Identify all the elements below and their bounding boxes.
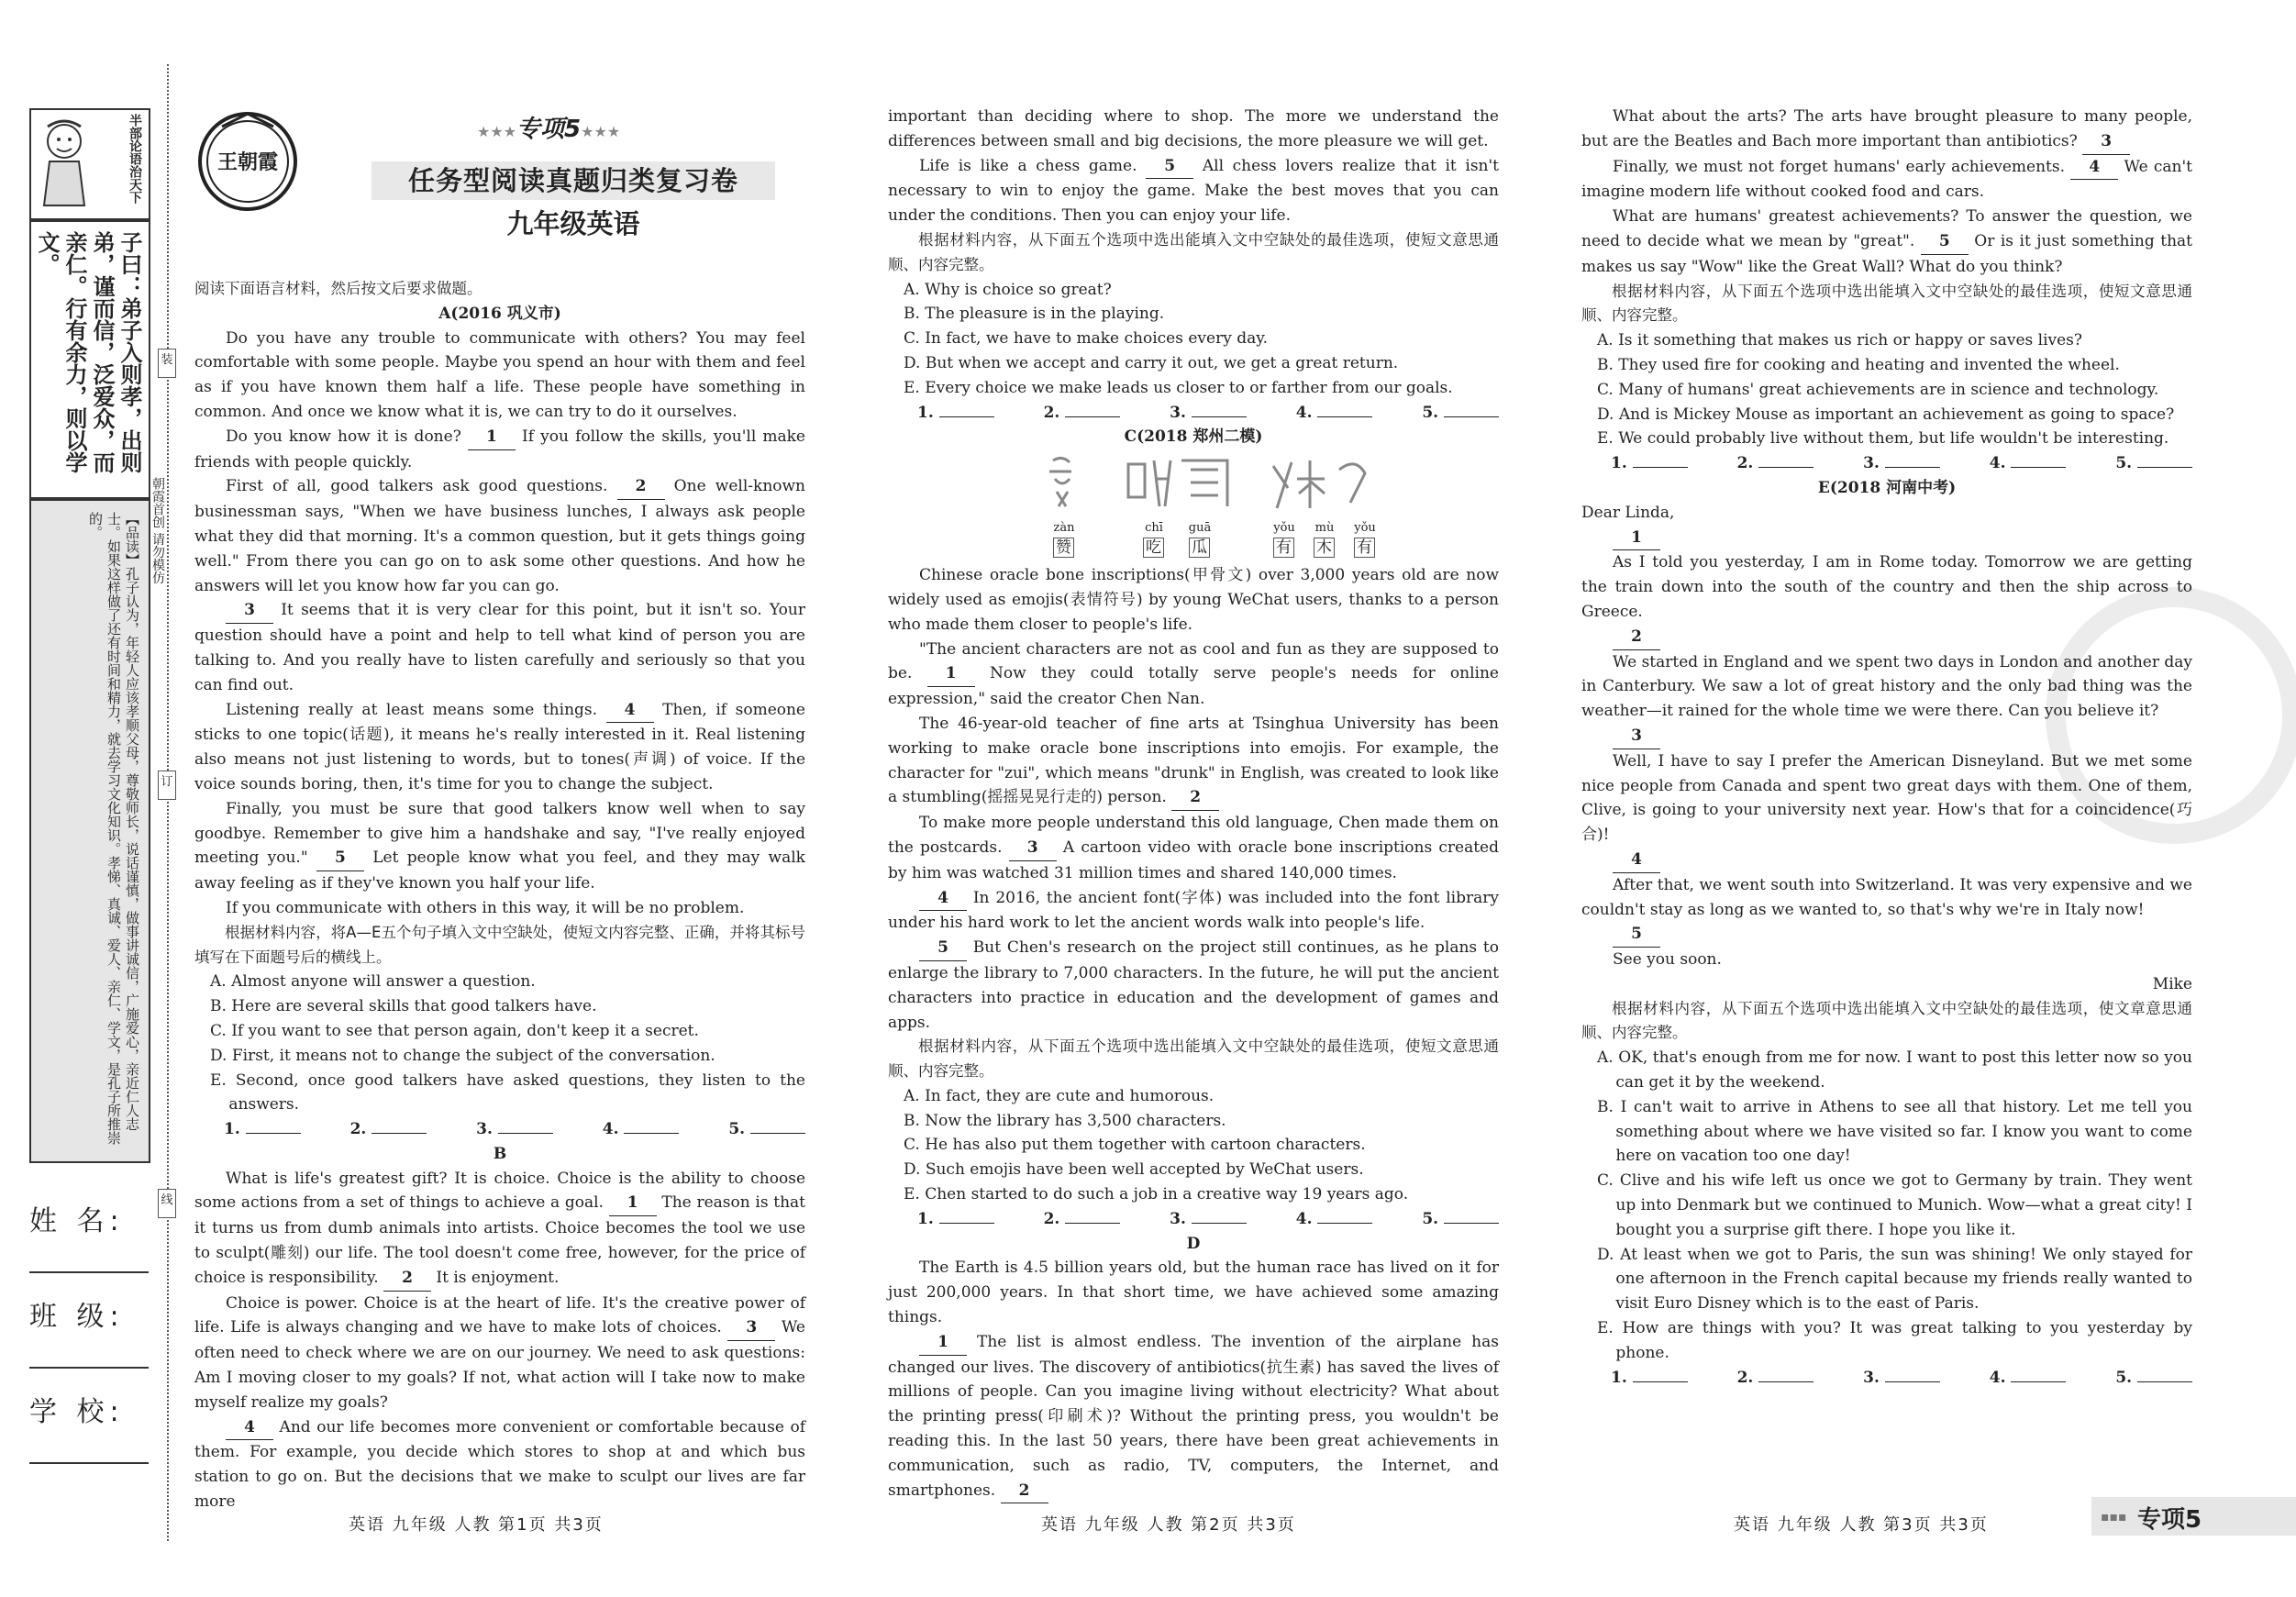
blank-c3[interactable]: 3 — [1009, 836, 1057, 861]
passage-e-title: E(2018 河南中考) — [1817, 478, 1957, 497]
page-footer-1: 英语 九年级 人教 第1页 共3页 — [349, 1515, 604, 1535]
answer-slot[interactable]: 2. — [350, 1117, 427, 1142]
answer-row-d — [1581, 451, 2192, 476]
logo — [194, 108, 301, 215]
blank-b4[interactable]: 4 — [226, 1415, 273, 1441]
answer-slot[interactable]: 5. — [728, 1117, 805, 1142]
blank-a5[interactable]: 5 — [316, 846, 364, 871]
paragraph: 3 It seems that it is very clear for this point, but it isn't so. Your question should have a point and help to tell what kind of person you are talking to. And you really have to listen carefully and seriously so that you can find out. — [194, 598, 805, 697]
blank-c4[interactable]: 4 — [919, 886, 967, 912]
paragraph: 4 And our life becomes more convenient or comfortable because of them. For example, you decide which stores to shop at and which bus station to go on. But the decisions that we make to sculpt our lives are far more — [194, 1415, 805, 1514]
blank-e3[interactable]: 3 — [1613, 724, 1660, 749]
answer-slot[interactable]: 5. — [2115, 451, 2192, 476]
paragraph: Chinese oracle bone inscriptions(甲骨文) over 3,000 years old are now widely used as emojis(表情符号) by young WeChat users, thanks to a person who made them closer to people's life. — [888, 566, 1499, 634]
class-label: 班 级: — [29, 1301, 125, 1333]
paragraph: Finally, we must not forget humans' early achievements. 4 We can't imagine modern life without cooked food and cars. — [1581, 155, 2192, 205]
paragraph: 1 The list is almost endless. The invention of the airplane has changed our lives. The discovery of antibiotics(抗生素) has saved the lives of millions of people. Can you imagine living without electricity? What about the printing press(印刷术)? Without the printing press, you wouldn't be reading this. In the last 50 years, there have been great achievements in communication, such as radio, TV, computers, the Internet, and smartphones. 2 — [888, 1330, 1499, 1504]
blank-b1[interactable]: 1 — [609, 1191, 657, 1216]
answer-slot[interactable]: 4. — [603, 1117, 680, 1142]
option-a: A. OK, that's enough from me for now. I want to post this letter now so you can get it by the weekend. — [1597, 1048, 2192, 1092]
answer-slot[interactable]: 3. — [1170, 401, 1247, 426]
blank-a1[interactable]: 1 — [468, 425, 516, 450]
char-you-2: 有 — [1354, 538, 1375, 558]
paragraph: Do you know how it is done? 1 If you follow the skills, you'll make friends with people quickly. — [194, 425, 805, 475]
answer-row-e — [1581, 1366, 2192, 1391]
blank-e1[interactable]: 1 — [1613, 526, 1660, 551]
answer-slot[interactable]: 4. — [1296, 401, 1373, 426]
pinyin-chi: chī — [1145, 521, 1163, 536]
blank-line — [1581, 625, 2192, 650]
answer-slot[interactable]: 4. — [1296, 1207, 1373, 1232]
answer-row-a — [194, 1117, 805, 1142]
paragraph: First of all, good talkers ask good questions. 2 One well-known businessman says, "When we have business lunches, I always ask people what they did that morning. It's a common question, but it gets things going well." From there you can go on to ask some other questions. And how he answers will let you know how far you can go. — [194, 474, 805, 598]
answer-slot[interactable]: 1. — [1611, 1366, 1688, 1391]
quote-box — [29, 220, 150, 499]
option-d: D. At least when we got to Paris, the sun was shining! We only stayed for one afternoon in the French capital because my friends really wanted to visit Euro Disney which is to the east of Paris. — [1597, 1245, 2192, 1314]
passage-a-title: A(2016 巩义市) — [438, 304, 561, 323]
answer-slot[interactable]: 5. — [2115, 1366, 2192, 1391]
binding-line — [167, 64, 169, 1541]
char-you: 有 — [1273, 538, 1294, 558]
passage-c-title: C(2018 郑州二模) — [1124, 427, 1263, 447]
answer-slot[interactable]: 3. — [1863, 1366, 1940, 1391]
page-subtitle: 九年级英语 — [506, 208, 640, 239]
option-d: D. First, it means not to change the subject of the conversation. — [210, 1046, 715, 1065]
paragraph: Listening really at least means some things. 4 Then, if someone sticks to one topic(话题), it means he's really interested in it. Real listening also means not just listening to words, but to tones(声调) of voice. If the voice sounds boring, then, it's time for you to change the subject. — [194, 698, 805, 797]
comment-text: 【品读】孔子认为，年轻人应该孝顺父母，尊敬师长，说话谨慎，做事讲诚信，广施爱心，亲近仁人志士。如果这样做了还有时间和精力，就去学习文化知识。孝悌、真诚、爱人、亲仁、学文，是孔子所推崇的。 — [87, 512, 140, 1145]
class-line[interactable] — [29, 1367, 149, 1369]
blank-a2[interactable]: 2 — [617, 474, 665, 500]
blank-c1[interactable]: 1 — [927, 661, 975, 687]
pinyin-you-2: yǒu — [1354, 521, 1376, 536]
pinyin-gua: guā — [1188, 521, 1212, 536]
answer-row-b — [888, 401, 1499, 426]
option-e: E. Second, once good talkers have asked questions, they listen to the answers. — [210, 1070, 805, 1115]
paragraph: We started in England and we spent two days in London and another day in Canterbury. We saw a lot of great history and the only bad thing was the weather—it rained for the whole time we were there. Can you believe it? — [1581, 652, 2192, 721]
left-sidebar — [29, 108, 150, 1466]
page-footer-3: 英语 九年级 人教 第3页 共3页 — [1734, 1515, 1989, 1535]
answer-slot[interactable]: 4. — [1990, 451, 2067, 476]
paragraph: Well, I have to say I prefer the American Disneyland. But we met some nice people from Canada and spent two great days with them. One of them, Clive, is going to your university next year. How's that for a coincidence(巧合)! — [1581, 751, 2192, 845]
blank-line — [1581, 526, 2192, 551]
comment-box — [29, 499, 150, 1163]
motto-box — [29, 108, 150, 220]
confucius-quote: 子曰：弟子入则孝，出则弟，谨而信，泛爱众，而亲仁。行有余力，则以学文。 — [34, 231, 142, 473]
answer-slot[interactable]: 3. — [1863, 451, 1940, 476]
task-a: 根据材料内容，将A—E五个句子填入文中空缺处，使短文内容完整、正确，并将其标号填写在下面题号后的横线上。 — [194, 923, 805, 966]
paragraph: The 46-year-old teacher of fine arts at Tsinghua University has been working to make oracle bone inscriptions into emojis. For example, the character for "zui", which means "drunk" in English, was created to look like a stumbling(摇摇晃晃行走的) person. 2 — [888, 712, 1499, 811]
option-c: C. Many of humans' great achievements are in science and technology. — [1597, 380, 2159, 399]
paragraph: important than deciding where to shop. The more we understand the differences between small and big decisions, the more pleasure we will get. — [888, 107, 1499, 150]
task-c: 根据材料内容，从下面五个选项中选出能填入文中空缺处的最佳选项，使短文意思通顺、内容完整。 — [888, 1037, 1499, 1081]
blank-a3[interactable]: 3 — [226, 598, 273, 624]
pinyin-you: yǒu — [1273, 521, 1295, 536]
blank-e2[interactable]: 2 — [1613, 625, 1660, 650]
answer-slot[interactable]: 4. — [1990, 1366, 2067, 1391]
option-d: D. But when we accept and carry it out, we get a great return. — [904, 353, 1399, 372]
instruction: 阅读下面语言材料，然后按文后要求做题。 — [194, 280, 482, 297]
corner-squares-icon: ▪▪▪ — [2101, 1510, 2127, 1525]
column-3 — [1581, 105, 2192, 1390]
blank-d3[interactable]: 3 — [2082, 129, 2130, 155]
pinyin-zan: zàn — [1053, 521, 1075, 536]
paragraph: What about the arts? The arts have brought pleasure to many people, but are the Beatles and Bach more important than antibiotics? 3 — [1581, 105, 2192, 155]
option-b: B. I can't wait to arrive in Athens to see all that history. Let me tell you something about where we have visited so far. I know you want to come here on vacation too one day! — [1597, 1097, 2192, 1166]
option-b: B. They used fire for cooking and heating and invented the wheel. — [1597, 355, 2120, 374]
blank-b2[interactable]: 2 — [383, 1266, 431, 1292]
answer-slot[interactable]: 3. — [1170, 1207, 1247, 1232]
option-a: A. Why is choice so great? — [904, 280, 1112, 299]
task-e: 根据材料内容，从下面五个选项中选出能填入文中空缺处的最佳选项，使文章意思通顺、内容完整。 — [1581, 999, 2192, 1042]
char-mu: 木 — [1314, 538, 1335, 558]
column-1 — [194, 277, 805, 1514]
school-label: 学 校: — [29, 1396, 125, 1428]
option-e: E. Every choice we make leads us closer to or farther from our goals. — [904, 378, 1453, 397]
answer-slot[interactable]: 2. — [1044, 1207, 1121, 1232]
option-a: A. Is it something that makes us rich or happy or saves lives? — [1597, 331, 2083, 350]
blank-e5[interactable]: 5 — [1613, 922, 1660, 948]
seal-mark-3: 线 — [158, 1189, 176, 1218]
paragraph: As I told you yesterday, I am in Rome today. Tomorrow we are getting the train down into the south of the country and then the ship across to Greece. — [1581, 553, 2192, 621]
option-a: A. Almost anyone will answer a question. — [210, 972, 536, 992]
paragraph: The Earth is 4.5 billion years old, but the human race has lived on it for just 200,000 years. In that short time, we have achieved some amazing things. — [888, 1259, 1499, 1327]
letter-signature: Mike — [2152, 974, 2192, 993]
answer-slot[interactable]: 5. — [1422, 1207, 1499, 1232]
blank-line — [1581, 724, 2192, 749]
option-b: B. The pleasure is in the playing. — [904, 305, 1165, 324]
blank-c5[interactable]: 5 — [919, 936, 967, 961]
edge-note: 朝霞首创 请勿模仿 — [150, 477, 165, 584]
paragraph: To make more people understand this old language, Chen made them on the postcards. 3 A cartoon video with oracle bone inscriptions created by him was watched 31 million times and shared 140,000 times. — [888, 814, 1499, 882]
char-zan: 赞 — [1053, 538, 1074, 558]
name-line[interactable] — [29, 1271, 149, 1273]
option-b: B. Now the library has 3,500 characters. — [904, 1111, 1226, 1130]
option-c: C. In fact, we have to make choices every day. — [904, 329, 1269, 349]
task-b: 根据材料内容，从下面五个选项中选出能填入文中空缺处的最佳选项，使短文意思通顺、内容完整。 — [888, 230, 1499, 273]
corner-label: ▪▪▪ 专项5 — [2091, 1497, 2296, 1536]
passage-b-title: B — [493, 1144, 507, 1163]
oracle-emoji-figure — [888, 449, 1499, 563]
paragraph: Life is like a chess game. 5 All chess lovers realize that it isn't necessary to win to enjoy the game. Make the best moves that you can under the conditions. Then you can enjoy your life. — [888, 154, 1499, 228]
answer-slot[interactable]: 1. — [1611, 451, 1688, 476]
option-c: C. If you want to see that person again, don't keep it a secret. — [210, 1021, 699, 1040]
page-title: 任务型阅读真题归类复习卷 — [372, 161, 775, 200]
char-chi: 吃 — [1143, 538, 1164, 558]
name-label: 姓 名: — [29, 1205, 125, 1237]
answer-slot[interactable]: 2. — [1737, 451, 1814, 476]
blank-b5[interactable]: 5 — [1146, 154, 1193, 180]
oracle-glyphs — [888, 451, 1499, 517]
paragraph: What are humans' greatest achievements? To answer the question, we need to decide what we mean by "great". 5 Or is it just something that makes us say "Wow" like the Great Wall? What do you think? — [1581, 207, 2192, 276]
blank-a4[interactable]: 4 — [606, 698, 654, 724]
answer-slot[interactable]: 1. — [917, 401, 994, 426]
confucius-figure — [37, 117, 95, 209]
seal-mark-2: 订 — [158, 771, 176, 800]
paragraph: Do you have any trouble to communicate with others? You may feel comfortable with some people. Maybe you spend an hour with them and feel as if you have known them half a life. These people have something in common. And once we know what it is, we can try to do it ourselves. — [194, 328, 805, 421]
option-c: C. He has also put them together with cartoon characters. — [904, 1136, 1366, 1155]
special-label: ★★★专项5★★★ — [477, 116, 621, 143]
answer-slot[interactable]: 3. — [476, 1117, 553, 1142]
paragraph: "The ancient characters are not as cool and fun as they are supposed to be. 1 Now they could totally serve people's needs for online expression," said the creator Chen Nan. — [888, 639, 1499, 709]
paragraph: See you soon. — [1613, 950, 1722, 970]
option-e: E. Chen started to do such a job in a creative way 19 years ago. — [904, 1185, 1409, 1204]
blank-d4[interactable]: 4 — [2070, 155, 2118, 181]
answer-slot[interactable]: 1. — [917, 1207, 994, 1232]
paragraph: 4 In 2016, the ancient font(字体) was included into the font library under his hard work to let the ancient words walk into people's life. — [888, 886, 1499, 937]
answer-slot[interactable]: 5. — [1422, 401, 1499, 426]
paragraph: Choice is power. Choice is at the heart of life. It's the creative power of life. Life is always changing and we have to make lots of choices. 3 We often need to check where we are on our journey. We need to ask questions: Am I moving closer to my goals? If not, what action will I take now to make myself realize my goals? — [194, 1293, 805, 1412]
paragraph: After that, we went south into Switzerland. It was very expensive and we couldn't stay as long as we wanted to, so that's why we're in Italy now! — [1581, 875, 2192, 919]
blank-c2[interactable]: 2 — [1171, 785, 1219, 811]
page-footer-2: 英语 九年级 人教 第2页 共3页 — [1041, 1515, 1296, 1535]
option-d: D. And is Mickey Mouse as important an achievement as going to space? — [1597, 405, 2175, 424]
option-e: E. We could probably live without them, but life wouldn't be interesting. — [1597, 429, 2169, 449]
blank-d2[interactable]: 2 — [1001, 1479, 1048, 1504]
blank-b3[interactable]: 3 — [727, 1315, 775, 1341]
motto-tag: 半部论语治天下 — [128, 114, 142, 204]
blank-d5[interactable]: 5 — [1921, 229, 1969, 255]
option-b: B. Here are several skills that good talkers have. — [210, 997, 597, 1016]
seal-mark-1: 装 — [158, 349, 176, 378]
paragraph: 5 But Chen's research on the project still continues, as he plans to enlarge the library to 7,000 characters. In the future, he will put the ancient characters into practice in education and the development of games and apps. — [888, 936, 1499, 1035]
answer-row-c — [888, 1207, 1499, 1232]
blank-line — [1581, 848, 2192, 873]
column-2 — [888, 105, 1499, 1503]
paragraph: What is life's greatest gift? It is choice. Choice is the ability to choose some actions from a set of things to achieve a goal. 1 The reason is that it turns us from dumb animals into artists. Choice becomes the tool we use to sculpt(雕刻) our life. The tool doesn't come free, however, for the price of choice is responsibility. 2 It is enjoyment. — [194, 1167, 805, 1292]
answer-slot[interactable]: 2. — [1737, 1366, 1814, 1391]
paragraph: Finally, you must be sure that good talkers know well when to say goodbye. Remember to give him a handshake and say, "I've really enjoyed meeting you." 5 Let people know what you feel, and they may walk away feeling as if they've known you half your life. — [194, 799, 805, 893]
blank-line — [1581, 922, 2192, 948]
char-gua: 瓜 — [1189, 538, 1210, 558]
answer-slot[interactable]: 1. — [224, 1117, 301, 1142]
logo-text: 王朝霞 — [216, 150, 278, 174]
option-a: A. In fact, they are cute and humorous. — [904, 1086, 1215, 1105]
blank-e4[interactable]: 4 — [1613, 848, 1660, 873]
option-e: E. How are things with you? It was great talking to you yesterday by phone. — [1597, 1319, 2192, 1362]
option-c: C. Clive and his wife left us once we got to Germany by train. They went up into Denmark but we continued to Munich. Wow—what a great city! I bought you a surprise gift there. I hope you like it. — [1597, 1171, 2192, 1239]
pinyin-mu: mù — [1314, 521, 1335, 536]
blank-d1[interactable]: 1 — [919, 1330, 967, 1356]
answer-slot[interactable]: 2. — [1044, 401, 1121, 426]
passage-d-title: D — [1186, 1234, 1201, 1253]
school-line[interactable] — [29, 1462, 149, 1464]
task-d: 根据材料内容，从下面五个选项中选出能填入文中空缺处的最佳选项，使短文意思通顺、内容完整。 — [1581, 282, 2192, 325]
option-d: D. Such emojis have been well accepted by WeChat users. — [904, 1160, 1364, 1180]
letter-greeting: Dear Linda, — [1581, 503, 1675, 522]
paragraph: If you communicate with others in this way, it will be no problem. — [226, 898, 745, 917]
